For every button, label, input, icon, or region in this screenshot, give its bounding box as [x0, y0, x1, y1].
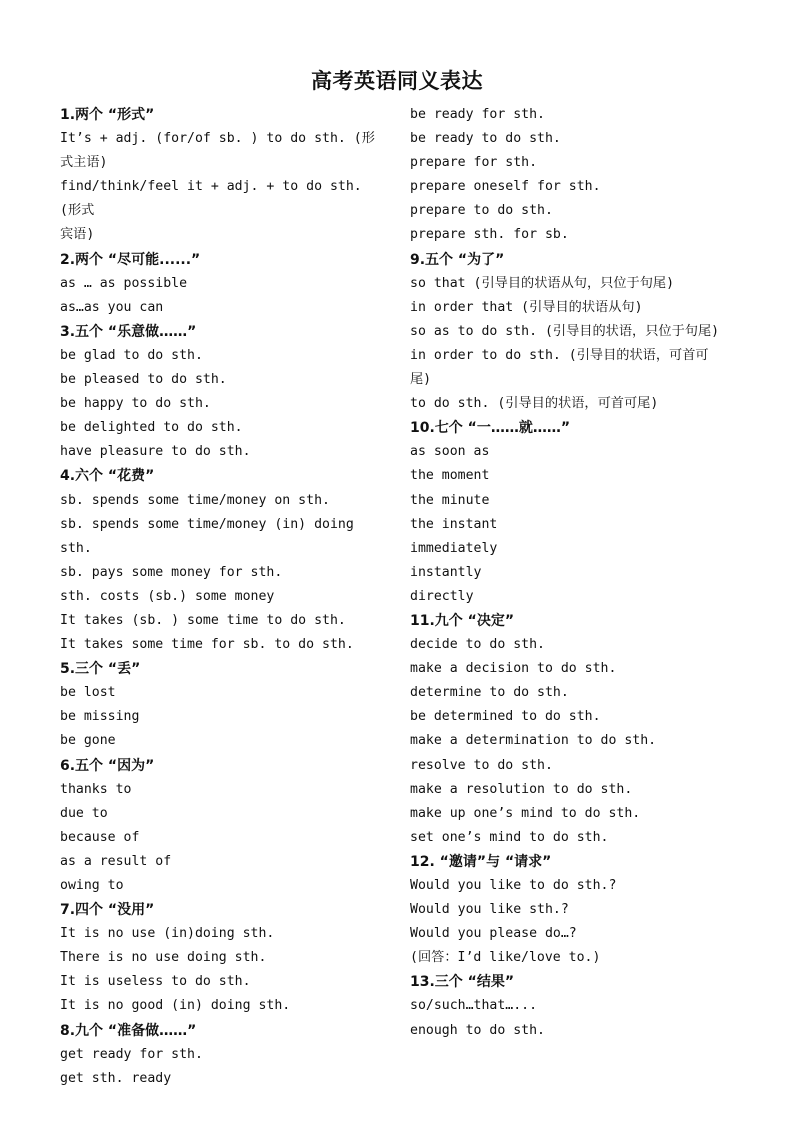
phrase-line: owing to [60, 878, 124, 893]
phrase-line: Would you like sth.? [410, 902, 569, 918]
phrase-line: prepare oneself for sth. [410, 179, 601, 195]
section-heading: 5.三个 “丢” [60, 661, 141, 678]
section-heading: 3.五个 “乐意做……” [60, 323, 197, 340]
phrase-line: so as to do sth. (引导目的状语，只位于句尾) [410, 323, 720, 339]
right-column [410, 103, 736, 1043]
phrase-line: sb. spends some time/money on sth. [60, 492, 330, 508]
phrase-line: make a decision to do sth. [410, 661, 617, 677]
phrase-line: be missing [60, 709, 140, 725]
phrase-line: 尾) [410, 372, 432, 388]
phrase-line: be gone [60, 733, 116, 749]
phrase-line: thanks to [60, 781, 132, 797]
phrase-line: 宾语) [60, 227, 95, 243]
phrase-line: It is useless to do sth. [60, 974, 251, 990]
phrase-line: There is no use doing sth. [60, 950, 267, 966]
phrase-line: It is no use (in)doing sth. [60, 926, 275, 942]
phrase-line: as soon as [410, 444, 490, 460]
phrase-line: set one’s mind to do sth. [410, 829, 609, 845]
phrase-line: sb. spends some time/money (in) doing sth. [60, 516, 362, 556]
phrase-line: the moment [410, 468, 490, 484]
phrase-line: to do sth. (引导目的状语，可首可尾) [410, 396, 659, 412]
phrase-line: in order that (引导目的状语从句) [410, 299, 643, 315]
section-heading: 4.六个 “花费” [60, 468, 155, 485]
phrase-line: (回答：I’d like/love to.) [410, 950, 601, 966]
phrase-line: decide to do sth. [410, 637, 545, 653]
phrase-line: be happy to do sth. [60, 396, 211, 412]
section-heading: 8.九个 “准备做……” [60, 1022, 197, 1039]
section-heading: 2.两个 “尽可能......” [60, 251, 201, 268]
phrase-line: determine to do sth. [410, 685, 569, 701]
phrase-line: due to [60, 805, 108, 821]
left-column [60, 103, 386, 1091]
section-heading: 6.五个 “因为” [60, 757, 155, 774]
phrase-line: because of [60, 829, 140, 845]
phrase-line: the instant [410, 516, 498, 532]
section-heading: 9.五个 “为了” [410, 251, 505, 268]
phrase-line: instantly [410, 564, 482, 580]
section-heading: 7.四个 “没用” [60, 902, 155, 919]
page-title: 高考英语同义表达 [311, 69, 483, 93]
phrase-line: directly [410, 588, 474, 604]
phrase-line: prepare sth. for sb. [410, 227, 569, 243]
phrase-line: Would you please do…? [410, 926, 577, 942]
section-heading: 13.三个 “结果” [410, 974, 515, 991]
phrase-line: immediately [410, 540, 498, 556]
phrase-line: make a determination to do sth. [410, 733, 657, 749]
phrase-line: 式主语) [60, 155, 108, 171]
phrase-line: make a resolution to do sth. [410, 781, 633, 797]
phrase-line: the minute [410, 492, 490, 508]
section-heading: 12. “邀请”与 “请求” [410, 853, 552, 870]
phrase-line: get sth. ready [60, 1070, 172, 1086]
phrase-line: enough to do sth. [410, 1022, 545, 1038]
phrase-line: sb. pays some money for sth. [60, 564, 283, 580]
phrase-line: sth. costs (sb.) some money [60, 588, 275, 604]
phrase-line: It takes some time for sb. to do sth. [60, 637, 354, 653]
phrase-line: have pleasure to do sth. [60, 444, 251, 460]
phrase-line: be determined to do sth. [410, 709, 601, 725]
phrase-line: Would you like to do sth.? [410, 878, 617, 893]
phrase-line: be delighted to do sth. [60, 420, 243, 436]
phrase-line: as…as you can [60, 299, 164, 315]
phrase-line: so that (引导目的状语从句，只位于句尾) [410, 275, 675, 291]
phrase-line: It takes (sb. ) some time to do sth. [60, 612, 346, 628]
phrase-line: so/such…that…... [410, 998, 538, 1014]
phrase-line: make up one’s mind to do sth. [410, 805, 641, 821]
phrase-line: be ready to do sth. [410, 131, 561, 147]
phrase-line: prepare to do sth. [410, 203, 553, 219]
phrase-line: be glad to do sth. [60, 347, 203, 363]
phrase-line: be ready for sth. [410, 107, 545, 122]
phrase-line: It’s + adj. (for/of sb. ) to do sth. (形 [60, 131, 375, 147]
phrase-line: get ready for sth. [60, 1046, 203, 1062]
phrase-line: be pleased to do sth. [60, 372, 227, 388]
phrase-line: find/think/feel it + adj. + to do sth. (形式 [60, 179, 370, 219]
section-heading: 1.两个 “形式” [60, 107, 155, 123]
phrase-line: prepare for sth. [410, 155, 538, 171]
phrase-line: in order to do sth. (引导目的状语，可首可 [410, 347, 709, 363]
section-heading: 11.九个 “决定” [410, 612, 515, 629]
phrase-line: resolve to do sth. [410, 757, 553, 773]
section-heading: 10.七个 “一……就……” [410, 420, 571, 437]
phrase-line: be lost [60, 685, 116, 701]
phrase-line: as … as possible [60, 275, 188, 291]
phrase-line: It is no good (in) doing sth. [60, 998, 291, 1014]
phrase-line: as a result of [60, 853, 172, 869]
